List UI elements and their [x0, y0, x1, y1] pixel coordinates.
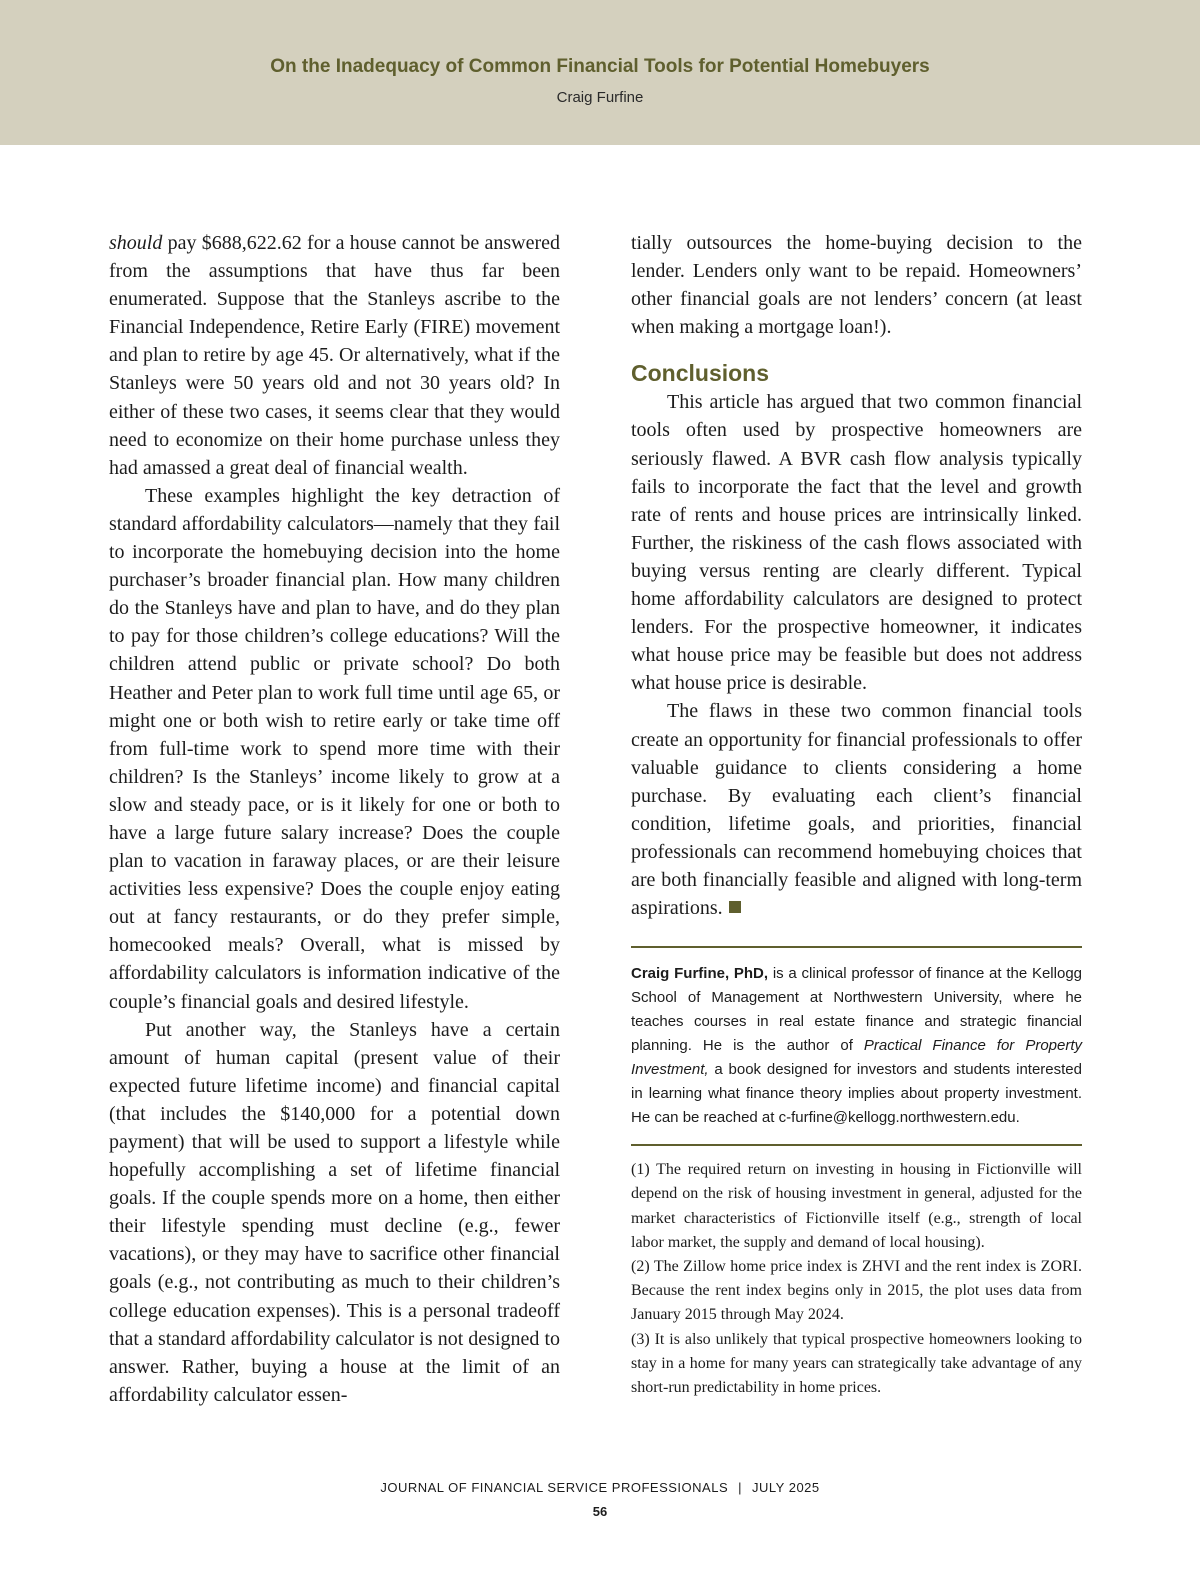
footer-separator: |: [738, 1480, 743, 1495]
bio-text: a book designed for investors and students interested in learning what finance theory implies about property investment. He can be reached at c-furfine@kellogg.northwestern.edu.: [631, 1061, 1082, 1127]
bio-text: is a clinical professor of finance at the Kellogg School of Management at Northwestern University, where he teaches courses in real estate finance and strategic financial planning. He is the author of: [631, 965, 1082, 1055]
footer-journal: [0, 1480, 1200, 1495]
divider: [631, 1144, 1082, 1146]
footnotes: [631, 1158, 1082, 1400]
bio-name: Craig Furfine, PhD,: [631, 965, 769, 983]
right-column: [631, 229, 1082, 1400]
emphasis: should: [109, 232, 163, 254]
footnote: (1) The required return on investing in housing in Fictionville will depend on the risk of housing investment in general, adjusted for the market characteristics of Fictionville itself (e.g., strength of local labor market, the supply and demand of local housing).: [631, 1161, 1082, 1251]
paragraph: [109, 229, 560, 482]
bio-book-title: Practical Finance for Property Investment,: [631, 1037, 1083, 1079]
journal-name: JOURNAL OF FINANCIAL SERVICE PROFESSIONALS: [380, 1480, 729, 1495]
paragraph: [631, 697, 1082, 922]
paragraph-text: pay $688,622.62 for a house cannot be answered from the assumptions that have thus far been enumerated. Suppose that the Stanleys ascribe to the Financial Independence, Retire Early (FIRE) movement and plan to retire by age 45. Or alternatively, what if the Stanleys were 50 years old and not 30 years old? In either of these two cases, it seems clear that they would need to economize on their home purchase unless they had amassed a great deal of financial wealth.: [109, 232, 560, 479]
header-author: Craig Furfine: [556, 89, 644, 106]
page-header: [0, 0, 1200, 145]
paragraph: Put another way, the Stanleys have a certain amount of human capital (present value of their expected future lifetime income) and financial capital (that includes the $140,000 for a potential down payment) that will be used to support a lifestyle while hopefully accomplishing a set of lifetime financial goals. If the couple spends more on a home, then either their lifestyle spending must decline (e.g., fewer vacations), or they may have to sacrifice other financial goals (e.g., not contributing as much to their children’s college education expenses). This is a personal tradeoff that a standard affordability calculator is not designed to answer. Rather, buying a house at the limit of an affordability calculator essen-: [109, 1018, 560, 1406]
paragraph: tially outsources the home-buying decision to the lender. Lenders only want to be repaid. Homeowners’ other financial goals are not lenders’ concern (at least when making a mortgage loan!).: [631, 232, 1082, 339]
divider: [631, 946, 1082, 948]
paragraph: These examples highlight the key detraction of standard affordability calculators—namely that they fail to incorporate the homebuying decision into the home purchaser’s broader financial plan. How many children do the Stanleys have and plan to have, and do they plan to pay for those children’s college educations? Will the children attend public or private school? Do both Heather and Peter plan to work full time until age 65, or might one or both wish to retire early or take time off from full-time work to spend more time with their children? Is the Stanleys’ income likely to grow at a slow and steady pace, or is it likely for one or both to have a large future salary increase? Does the couple plan to vacation in faraway places, or are their leisure activities less expensive? Does the couple enjoy eating out at fancy restaurants, or do they prefer simple, homecooked meals? Overall, what is missed by affordability calculators is information indicative of the couple’s financial goals and desired lifestyle.: [109, 484, 560, 1013]
end-of-article-mark: [729, 901, 741, 913]
paragraph: This article has argued that two common financial tools often used by prospective homeowners are seriously flawed. A BVR cash flow analysis typically fails to incorporate the fact that the level and growth rate of rents and house prices are intrinsically linked. Further, the riskiness of the cash flows associated with buying versus renting are clearly different. Typical home affordability calculators are designed to protect lenders. For the prospective homeowner, it indicates what house price may be feasible but does not address what house price is desirable.: [631, 391, 1082, 695]
left-column: [109, 229, 560, 1409]
footnote: (3) It is also unlikely that typical prospective homeowners looking to stay in a home for many years can strategically take advantage of any short-run predictability in home prices.: [631, 1330, 1082, 1396]
paragraph-text: The flaws in these two common financial tools create an opportunity for financial professionals to offer valuable guidance to clients considering a home purchase. By evaluating each client’s financial condition, lifetime goals, and priorities, financial professionals can recommend homebuying choices that are both financially feasible and aligned with long-term aspirations.: [631, 700, 1082, 920]
section-heading: Conclusions: [631, 360, 770, 387]
author-bio: [631, 962, 1082, 1130]
page-number: 56: [592, 1504, 608, 1519]
issue-date: JULY 2025: [752, 1480, 820, 1495]
article-title: On the Inadequacy of Common Financial Tools for Potential Homebuyers: [270, 56, 930, 77]
footnote: (2) The Zillow home price index is ZHVI and the rent index is ZORI. Because the rent index begins only in 2015, the plot uses data from January 2015 through May 2024.: [631, 1257, 1082, 1324]
